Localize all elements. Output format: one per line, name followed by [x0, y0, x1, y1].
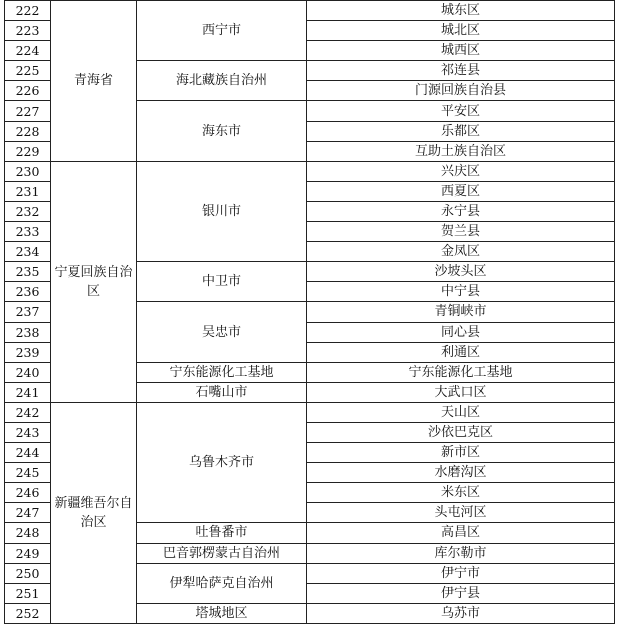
- row-number-cell: 241: [5, 382, 51, 402]
- district-cell: 贺兰县: [307, 222, 615, 242]
- row-number-cell: 242: [5, 402, 51, 422]
- district-cell: 宁东能源化工基地: [307, 362, 615, 382]
- district-cell: 互助土族自治区: [307, 141, 615, 161]
- row-number-cell: 250: [5, 563, 51, 583]
- city-cell: 塔城地区: [137, 603, 307, 623]
- row-number-cell: 232: [5, 201, 51, 221]
- row-number-cell: 229: [5, 141, 51, 161]
- row-number-cell: 239: [5, 342, 51, 362]
- row-number-cell: 249: [5, 543, 51, 563]
- city-cell: 乌鲁木齐市: [137, 402, 307, 523]
- row-number-cell: 228: [5, 121, 51, 141]
- district-cell: 伊宁县: [307, 583, 615, 603]
- city-cell: 吴忠市: [137, 302, 307, 362]
- row-number-cell: 225: [5, 61, 51, 81]
- row-number-cell: 238: [5, 322, 51, 342]
- row-number-cell: 252: [5, 603, 51, 623]
- table-row: [5, 402, 615, 422]
- district-cell: 库尔勒市: [307, 543, 615, 563]
- row-number-cell: 233: [5, 222, 51, 242]
- table-row: [5, 161, 615, 181]
- province-cell: 宁夏回族自治区: [51, 161, 137, 402]
- district-cell: 头屯河区: [307, 503, 615, 523]
- row-number-cell: 246: [5, 483, 51, 503]
- row-number-cell: 245: [5, 463, 51, 483]
- district-cell: 新市区: [307, 443, 615, 463]
- city-cell: 伊犁哈萨克自治州: [137, 563, 307, 603]
- row-number-cell: 231: [5, 181, 51, 201]
- row-number-cell: 244: [5, 443, 51, 463]
- table-row: [5, 1, 615, 21]
- district-cell: 沙依巴克区: [307, 422, 615, 442]
- row-number-cell: 224: [5, 41, 51, 61]
- city-cell: 石嘴山市: [137, 382, 307, 402]
- province-cell: 新疆维吾尔自治区: [51, 402, 137, 623]
- row-number-cell: 226: [5, 81, 51, 101]
- row-number-cell: 223: [5, 21, 51, 41]
- district-cell: 中宁县: [307, 282, 615, 302]
- district-cell: 利通区: [307, 342, 615, 362]
- district-cell: 同心县: [307, 322, 615, 342]
- city-cell: 中卫市: [137, 262, 307, 302]
- district-cell: 兴庆区: [307, 161, 615, 181]
- district-cell: 金凤区: [307, 242, 615, 262]
- district-cell: 西夏区: [307, 181, 615, 201]
- district-cell: 乌苏市: [307, 603, 615, 623]
- region-table: [4, 0, 615, 624]
- district-cell: 乐都区: [307, 121, 615, 141]
- city-cell: 海北藏族自治州: [137, 61, 307, 101]
- district-cell: 城东区: [307, 1, 615, 21]
- district-cell: 平安区: [307, 101, 615, 121]
- row-number-cell: 230: [5, 161, 51, 181]
- district-cell: 城北区: [307, 21, 615, 41]
- district-cell: 伊宁市: [307, 563, 615, 583]
- district-cell: 高昌区: [307, 523, 615, 543]
- district-cell: 祁连县: [307, 61, 615, 81]
- row-number-cell: 243: [5, 422, 51, 442]
- city-cell: 银川市: [137, 161, 307, 261]
- district-cell: 天山区: [307, 402, 615, 422]
- table-body: [5, 1, 615, 624]
- district-cell: 永宁县: [307, 201, 615, 221]
- row-number-cell: 237: [5, 302, 51, 322]
- row-number-cell: 235: [5, 262, 51, 282]
- district-cell: 大武口区: [307, 382, 615, 402]
- district-cell: 城西区: [307, 41, 615, 61]
- city-cell: 巴音郭楞蒙古自治州: [137, 543, 307, 563]
- district-cell: 米东区: [307, 483, 615, 503]
- row-number-cell: 251: [5, 583, 51, 603]
- province-cell: 青海省: [51, 1, 137, 162]
- district-cell: 门源回族自治县: [307, 81, 615, 101]
- city-cell: 海东市: [137, 101, 307, 161]
- row-number-cell: 234: [5, 242, 51, 262]
- city-cell: 西宁市: [137, 1, 307, 61]
- row-number-cell: 227: [5, 101, 51, 121]
- row-number-cell: 222: [5, 1, 51, 21]
- district-cell: 青铜峡市: [307, 302, 615, 322]
- row-number-cell: 247: [5, 503, 51, 523]
- row-number-cell: 248: [5, 523, 51, 543]
- city-cell: 吐鲁番市: [137, 523, 307, 543]
- district-cell: 沙坡头区: [307, 262, 615, 282]
- row-number-cell: 240: [5, 362, 51, 382]
- district-cell: 水磨沟区: [307, 463, 615, 483]
- city-cell: 宁东能源化工基地: [137, 362, 307, 382]
- row-number-cell: 236: [5, 282, 51, 302]
